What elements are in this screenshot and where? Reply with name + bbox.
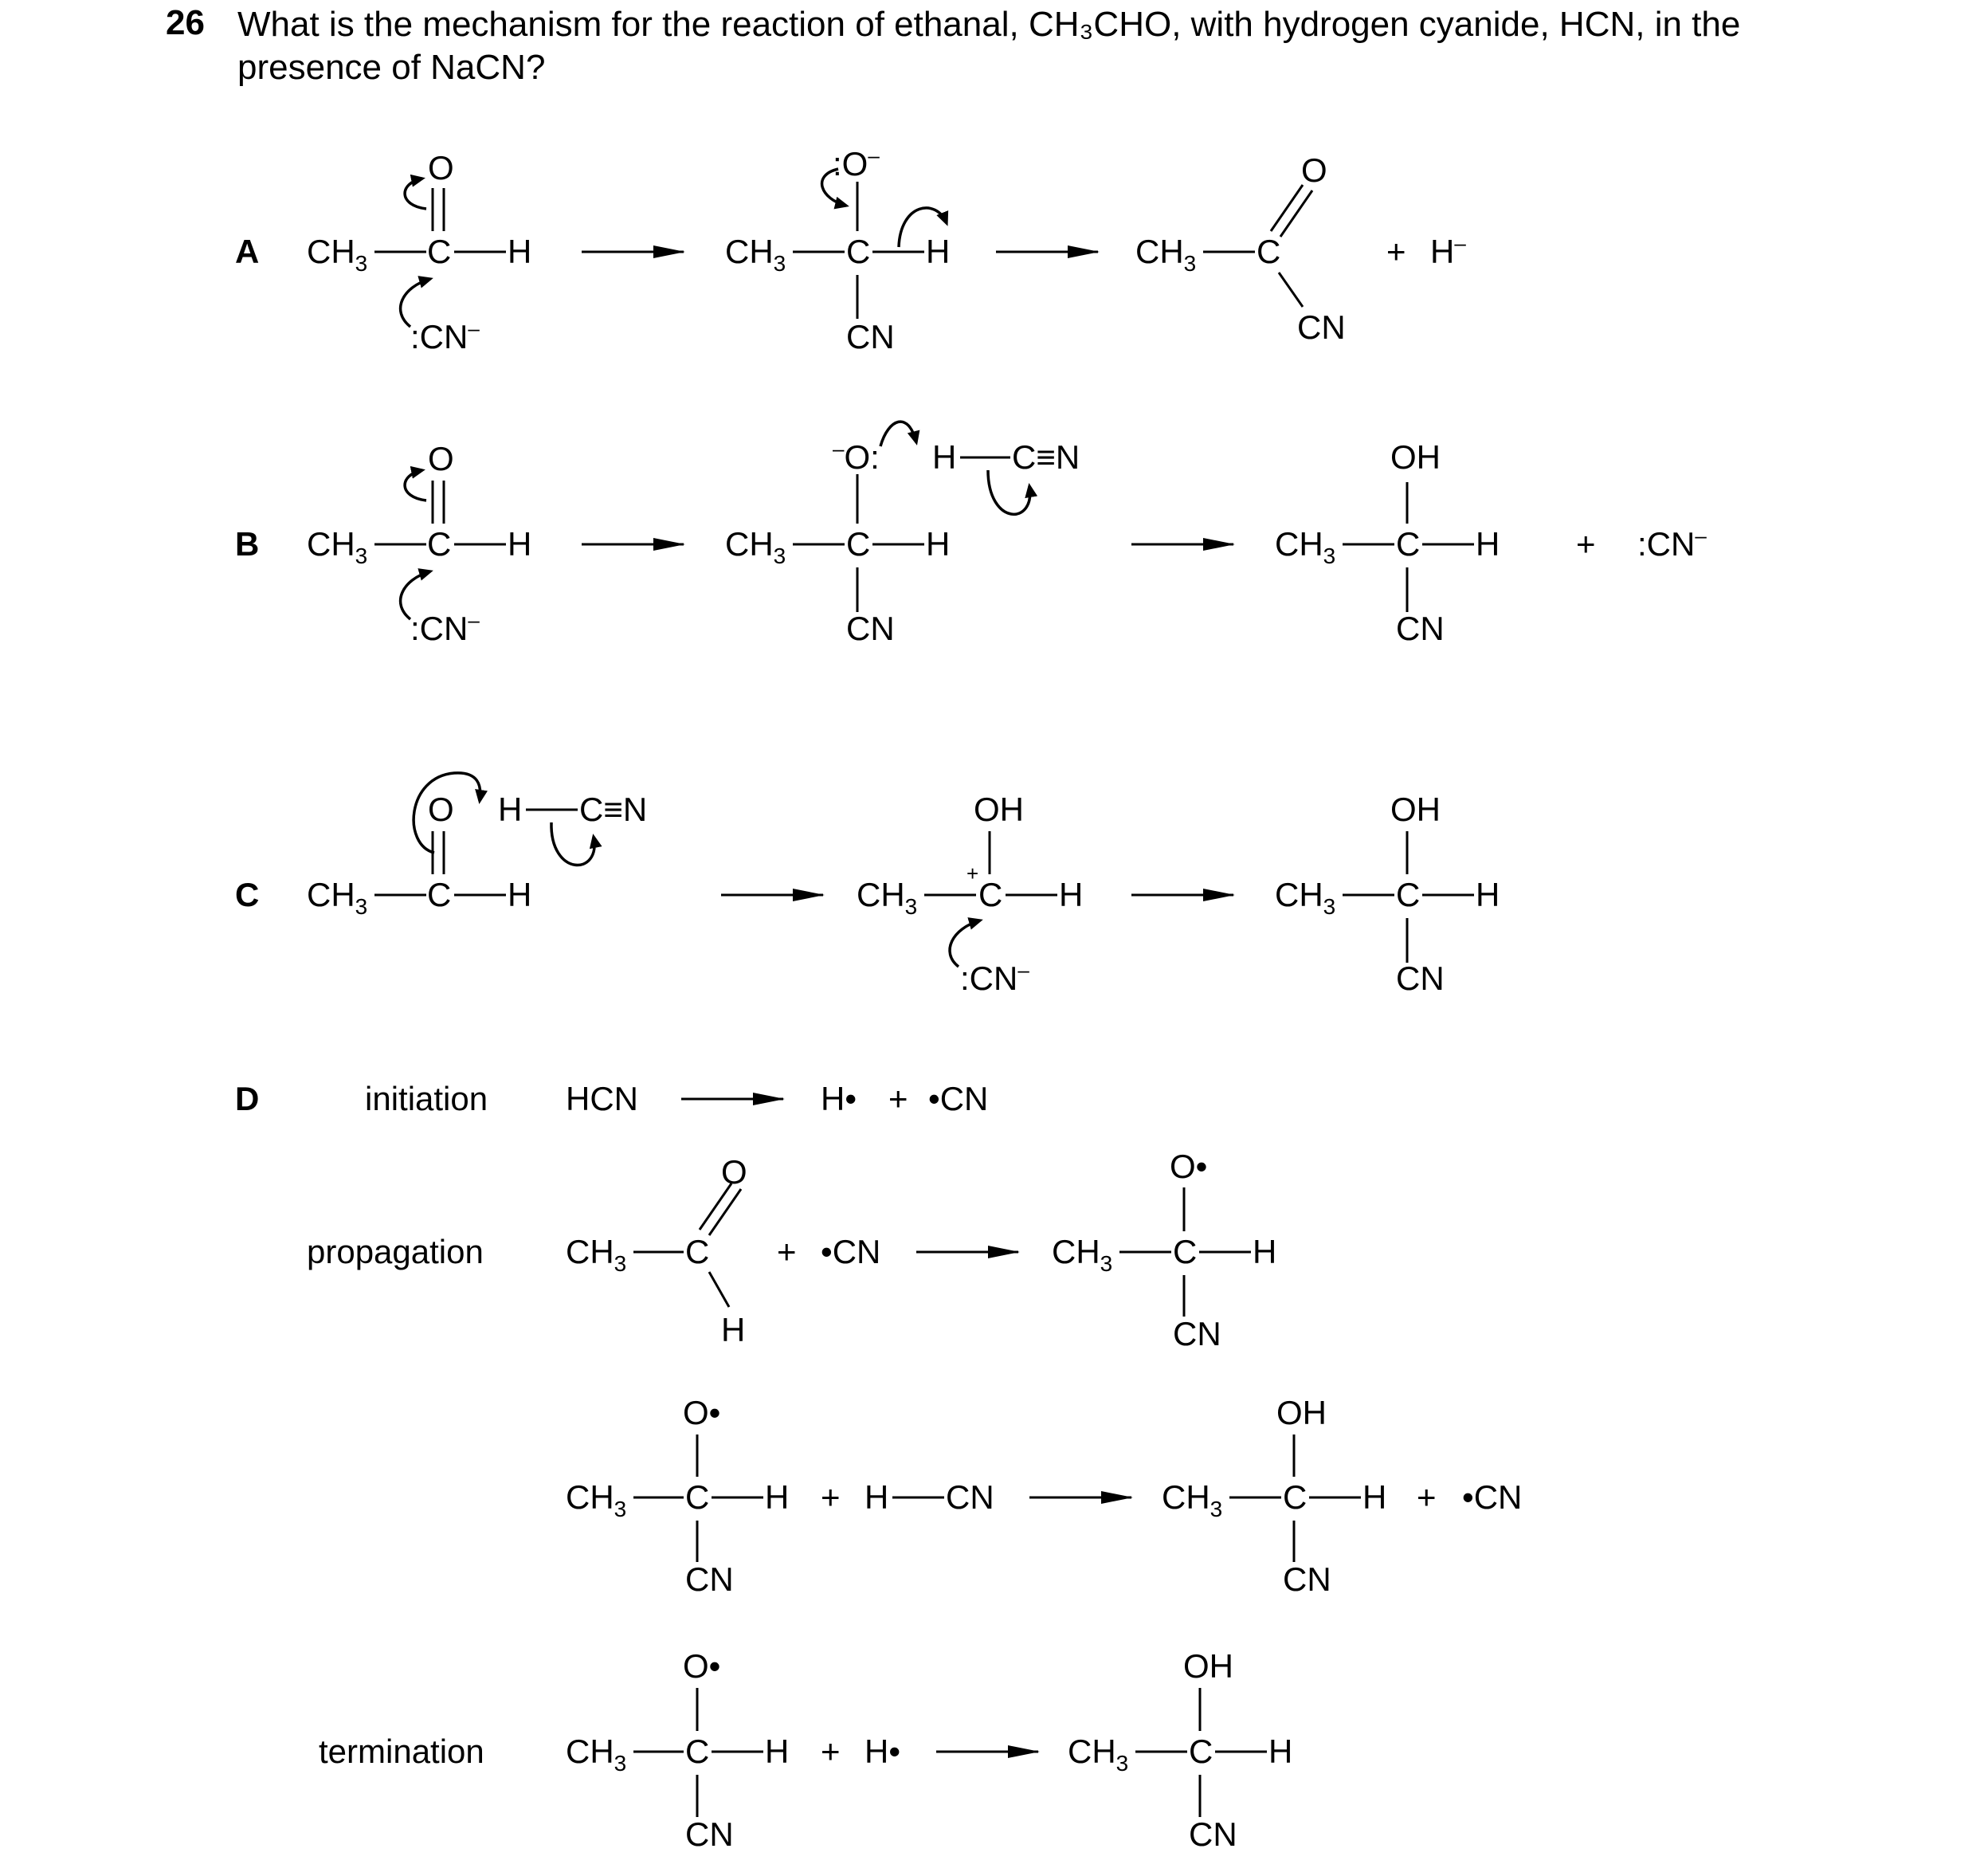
hydrogen-label: H <box>1362 1478 1387 1516</box>
carbon-label: C <box>685 1478 710 1516</box>
double-bond <box>1280 190 1312 237</box>
carbon-label: C <box>685 1233 710 1270</box>
ch3-label: $CH_3$ <box>1068 1733 1129 1776</box>
carbon-label: C <box>1257 233 1281 270</box>
ch3-label: $CH_3$ <box>566 1478 627 1521</box>
initiation-label: initiation <box>365 1080 488 1117</box>
cyanide-ion: :CN– <box>410 608 480 647</box>
ch3-label: $CH_3$ <box>566 1733 627 1776</box>
double-bond <box>1271 185 1303 231</box>
cyano-group: CN <box>685 1815 734 1853</box>
ch3-label: $CH_3$ <box>857 876 918 919</box>
alkoxy-radical: O• <box>683 1647 721 1685</box>
option-b-label: B <box>235 525 260 563</box>
question-text-line-2: presence of NaCN? <box>237 48 546 87</box>
curly-arrow <box>405 470 426 500</box>
option-b <box>235 422 1707 647</box>
option-c-product <box>1275 791 1500 997</box>
cyano-group: CN <box>846 610 895 647</box>
ch3-label: $CH_3$ <box>725 525 786 568</box>
hydrogen-label: H <box>926 233 951 270</box>
ch3-label: $CH_3$ <box>307 233 368 276</box>
ch3-label: $CH_3$ <box>1135 233 1197 276</box>
hydroxyl-group: OH <box>1390 791 1441 828</box>
alkoxide-oxygen: :O– <box>833 143 880 182</box>
carbon-label: C <box>427 876 452 913</box>
ch3-label: $CH_3$ <box>566 1233 627 1276</box>
ch3-label: $CH_3$ <box>1162 1478 1223 1521</box>
hydrogen-label: H <box>1059 876 1084 913</box>
carbon-label: C <box>1283 1478 1308 1516</box>
carbon-label: C <box>685 1733 710 1770</box>
option-b-ethanal <box>307 440 531 647</box>
question-text-line-1: What is the mechanism for the reaction of ethanal, CH₃CHO, with hydrogen cyanide, HCN, in the <box>237 5 1741 44</box>
ch3-label: $CH_3$ <box>307 876 368 919</box>
ch3-label: $CH_3$ <box>1275 525 1336 568</box>
curly-arrow <box>988 470 1030 514</box>
propagation-step-2 <box>566 1394 1522 1598</box>
ch3-label: $CH_3$ <box>725 233 786 276</box>
plus-sign: + <box>888 1080 908 1117</box>
plus-sign: + <box>1417 1478 1437 1516</box>
carbon-label: C <box>1396 525 1421 563</box>
alkoxide-oxygen: –O: <box>833 437 880 476</box>
hydroxyl-group: OH <box>974 791 1024 828</box>
carbon-label: C <box>427 525 452 563</box>
hydride-ion: H– <box>1430 231 1466 270</box>
ch3-label: $CH_3$ <box>307 525 368 568</box>
option-d <box>235 1080 1522 1853</box>
oxygen-label: O <box>428 440 454 477</box>
cyano-group: CN <box>1189 1815 1237 1853</box>
cyano-group: CN <box>1297 308 1346 346</box>
bond <box>1279 273 1303 307</box>
cyanide-ion: :CN– <box>960 958 1029 997</box>
termination-step <box>319 1647 1292 1853</box>
hydrogen-label: H <box>508 876 532 913</box>
curly-arrow <box>405 179 426 209</box>
double-bond <box>709 1189 741 1235</box>
hydrogen-label: H <box>1268 1733 1293 1770</box>
curly-arrow <box>880 422 916 446</box>
cyanide-ion: :CN– <box>410 316 480 355</box>
propagation-label: propagation <box>307 1233 484 1270</box>
carbon-label: C <box>1189 1733 1213 1770</box>
cyano-group: CN <box>1396 960 1445 997</box>
cyano-group: CN <box>846 318 895 355</box>
option-c-label: C <box>235 876 260 913</box>
cyanide-radical: •CN <box>928 1080 989 1117</box>
option-a-product <box>1135 151 1466 346</box>
termination-label: termination <box>319 1733 484 1770</box>
hydrogen-label: H <box>864 1478 889 1516</box>
oxygen-label: O <box>428 149 454 186</box>
option-b-product <box>1275 438 1707 647</box>
bond <box>709 1272 729 1307</box>
alkoxy-radical: O• <box>1170 1148 1208 1185</box>
option-a-intermediate <box>725 143 950 355</box>
curly-arrow <box>551 822 594 865</box>
c-triple-n: C≡N <box>1012 438 1080 476</box>
carbon-label: C <box>427 233 452 270</box>
hydrogen-label: H <box>765 1733 790 1770</box>
carbon-label: C <box>1173 1233 1198 1270</box>
cyano-group: CN <box>946 1478 994 1516</box>
positive-charge: + <box>966 861 979 885</box>
hydrogen-label: H <box>1476 525 1500 563</box>
hydroxyl-group: OH <box>1276 1394 1327 1431</box>
hydrogen-label: H <box>926 525 951 563</box>
option-a-label: A <box>235 233 260 270</box>
hydrogen-label: H <box>1253 1233 1277 1270</box>
option-a <box>235 143 1466 355</box>
question-number: 26 <box>166 3 205 42</box>
hydrogen-label: H <box>508 525 532 563</box>
cyano-group: CN <box>1396 610 1445 647</box>
hydrogen-cyanide: H <box>498 791 523 828</box>
plus-sign: + <box>821 1478 841 1516</box>
oxygen-label: O <box>1301 151 1327 189</box>
option-a-ethanal <box>307 149 531 355</box>
hydrogen-label: H <box>508 233 532 270</box>
plus-sign: + <box>821 1733 841 1770</box>
option-d-label: D <box>235 1080 260 1117</box>
hydroxyl-group: OH <box>1183 1647 1233 1685</box>
hydrogen-label: H <box>721 1311 746 1348</box>
hydrogen-label: H <box>765 1478 790 1516</box>
cyanide-radical: •CN <box>1462 1478 1523 1516</box>
cyano-group: CN <box>1173 1315 1221 1352</box>
cyanide-radical: •CN <box>821 1233 881 1270</box>
option-c <box>235 773 1500 997</box>
option-b-intermediate <box>725 422 1080 647</box>
hydrogen-radical: H• <box>821 1080 857 1117</box>
oxygen-label: O <box>428 791 454 828</box>
cyanide-ion: :CN– <box>1637 524 1707 563</box>
plus-sign: + <box>777 1233 797 1270</box>
carbon-label: C <box>846 233 871 270</box>
hcn-label: HCN <box>566 1080 638 1117</box>
hydrogen-cyanide: H <box>932 438 957 476</box>
carbon-label: C <box>1396 876 1421 913</box>
option-c-ethanal <box>307 773 647 919</box>
hydrogen-label: H <box>1476 876 1500 913</box>
initiation-step <box>365 1080 988 1117</box>
alkoxy-radical: O• <box>683 1394 721 1431</box>
plus-sign: + <box>1386 233 1406 270</box>
ch3-label: $CH_3$ <box>1052 1233 1113 1276</box>
cyano-group: CN <box>685 1560 734 1598</box>
hydroxyl-group: OH <box>1390 438 1441 476</box>
option-c-carbocation <box>857 791 1083 997</box>
plus-sign: + <box>1576 525 1596 563</box>
carbon-label: C <box>846 525 871 563</box>
propagation-step-1 <box>307 1148 1276 1352</box>
hydrogen-radical: H• <box>864 1733 901 1770</box>
oxygen-label: O <box>721 1153 747 1191</box>
carbon-label: C <box>978 876 1003 913</box>
ch3-label: $CH_3$ <box>1275 876 1336 919</box>
cyano-group: CN <box>1283 1560 1331 1598</box>
c-triple-n: C≡N <box>579 791 648 828</box>
